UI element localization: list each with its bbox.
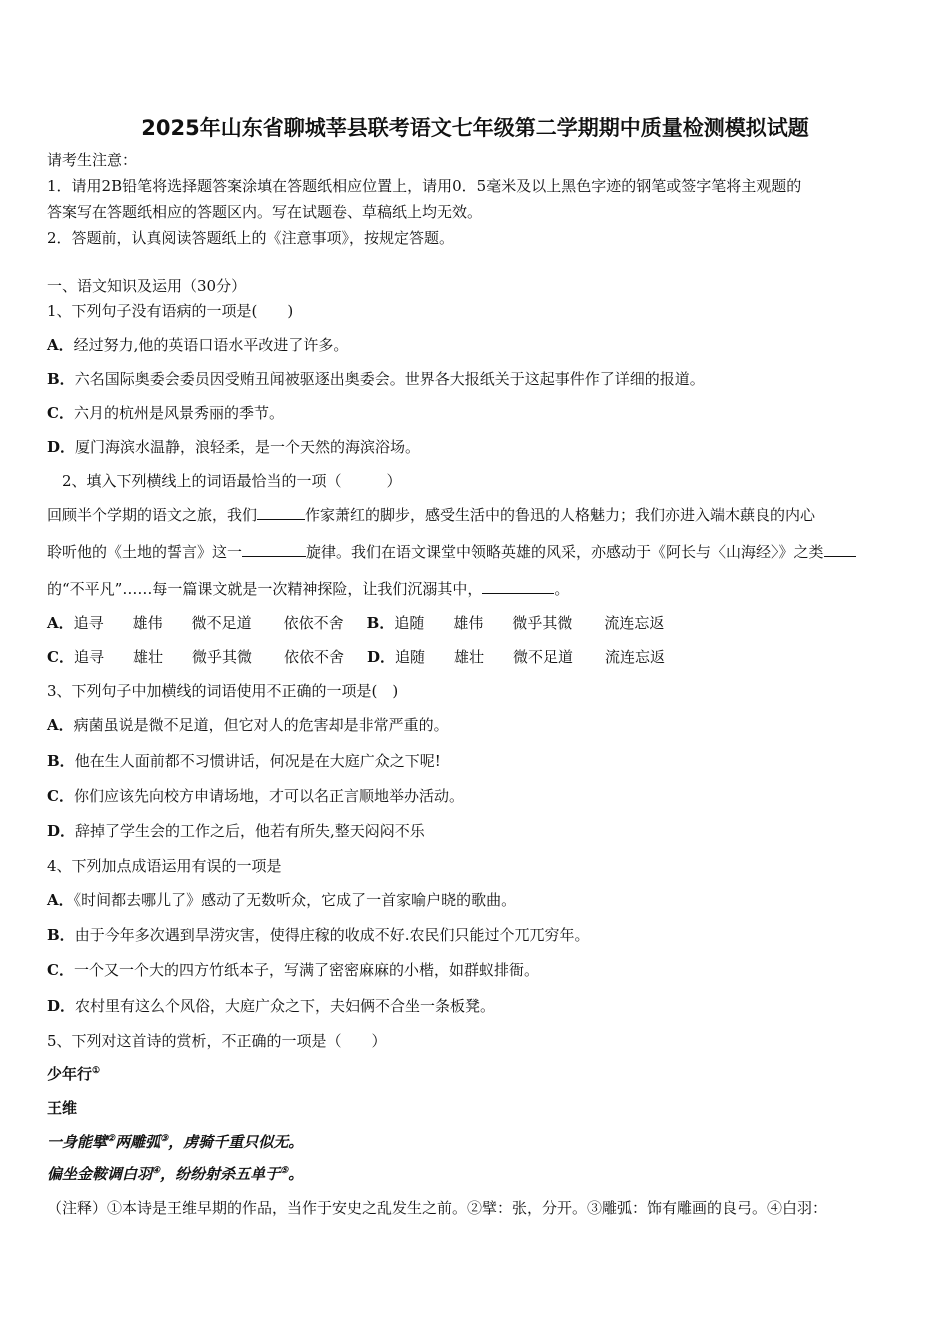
- notice-line-1b: 答案写在答题纸相应的答题区内。写在试题卷、草稿纸上均无效。: [47, 203, 483, 221]
- option-word: 雄壮: [132, 648, 163, 666]
- q1-option-c: [47, 403, 284, 423]
- option-word: 微乎其微: [191, 648, 252, 666]
- q3-option-c: [47, 786, 464, 806]
- footnote-marker: ①: [92, 1066, 101, 1076]
- option-word: 流连忘返: [604, 614, 665, 632]
- option-word: 雄壮: [453, 648, 484, 666]
- option-word: 微不足道: [512, 648, 573, 666]
- option-label: A．: [47, 336, 74, 354]
- option-text: 一个又一个大的四方竹纸本子，写满了密密麻麻的小楷，如群蚁排衙。: [73, 961, 539, 979]
- poem-title: [47, 1064, 100, 1084]
- option-text: 厦门海滨水温静，浪轻柔，是一个天然的海滨浴场。: [75, 438, 421, 456]
- poem-text: 一身能擘: [47, 1133, 108, 1151]
- option-label: C．: [47, 787, 74, 805]
- option-text: 经过努力,他的英语口语水平改进了许多。: [73, 336, 349, 354]
- option-label: B．: [47, 926, 75, 944]
- footnote-marker: ②: [107, 1134, 116, 1144]
- option-label: A．: [47, 891, 74, 909]
- option-label: C．: [47, 404, 74, 422]
- option-label: D．: [366, 648, 395, 666]
- poem-annotation: （注释）①本诗是王维早期的作品，当作于安史之乱发生之前。②擘：张，分开。③雕弧：饰有雕画的良弓。④白羽：: [47, 1199, 828, 1217]
- passage-text: 作家萧红的脚步，感受生活中的鲁迅的人格魅力；我们亦进入端木蕻良的内心: [305, 506, 816, 524]
- q2-stem: 2、填入下列横线上的词语最恰当的一项（ ）: [62, 472, 402, 490]
- option-text: 六名国际奥委会委员因受贿丑闻被驱逐出奥委会。世界各大报纸关于这起事件作了详细的报道。: [74, 370, 705, 388]
- option-text: 辞掉了学生会的工作之后，他若有所失,整天闷闷不乐: [75, 822, 425, 840]
- option-word: 雄伟: [453, 614, 484, 632]
- fill-blank: [824, 542, 856, 557]
- q4-option-c: [47, 960, 539, 980]
- poem-text: 偏坐金鞍调白羽: [47, 1165, 153, 1183]
- passage-text: 旋律。我们在语文课堂中领略英雄的风采，亦感动于《阿长与〈山海经〉》之类: [306, 543, 824, 561]
- poem-text: ，纷纷射杀五单于: [160, 1165, 281, 1183]
- poem-text: 。: [288, 1165, 304, 1183]
- option-label: C．: [47, 648, 74, 666]
- q1-stem: 1、下列句子没有语病的一项是( ): [47, 302, 294, 320]
- option-text: 他在生人面前都不习惯讲话，何况是在大庭广众之下呢!: [74, 752, 441, 770]
- q2-passage-line-2: [47, 542, 856, 562]
- option-text: 你们应该先向校方申请场地，才可以名正言顺地举办活动。: [73, 787, 464, 805]
- q2-passage-line-3: [47, 579, 569, 599]
- fill-blank: [482, 579, 554, 594]
- option-word: 微不足道: [191, 614, 252, 632]
- option-label: B．: [47, 752, 75, 770]
- fill-blank: [242, 542, 306, 557]
- passage-text: 聆听他的《土地的誓言》这一: [47, 543, 243, 561]
- q3-option-b: [47, 751, 441, 771]
- option-label: D．: [47, 822, 76, 840]
- page-title: 2025年山东省聊城莘县联考语文七年级第二学期期中质量检测模拟试题: [141, 116, 809, 140]
- option-text: 《时间都去哪儿了》感动了无数听众，它成了一首家喻户晓的歌曲。: [73, 891, 517, 909]
- poem-title-text: 少年行: [47, 1065, 93, 1083]
- option-label: B．: [47, 370, 75, 388]
- footnote-marker: ④: [152, 1166, 161, 1176]
- option-word: 追随: [394, 648, 425, 666]
- poem-text: ，虏骑千重只似无。: [168, 1133, 304, 1151]
- q1-option-b: [47, 369, 705, 389]
- footnote-marker: ③: [160, 1134, 169, 1144]
- q2-options-row-1: [47, 613, 664, 633]
- q3-stem: 3、下列句子中加横线的词语使用不正确的一项是( ): [47, 682, 399, 700]
- option-text: 六月的杭州是风景秀丽的季节。: [73, 404, 284, 422]
- option-text: 由于今年多次遇到旱涝灾害，使得庄稼的收成不好.农民们只能过个兀兀穷年。: [74, 926, 590, 944]
- option-label: D．: [47, 438, 76, 456]
- q4-option-b: [47, 925, 589, 945]
- option-word: 追寻: [73, 648, 104, 666]
- option-label: A．: [47, 614, 74, 632]
- q4-option-d: [47, 996, 495, 1016]
- q4-option-a: [47, 890, 516, 910]
- option-word: 依依不舍: [283, 648, 344, 666]
- q3-option-a: [47, 715, 449, 735]
- q3-option-d: [47, 821, 425, 841]
- option-label: C．: [47, 961, 74, 979]
- poem-line-2: [47, 1164, 303, 1184]
- notice-line-1a: 1．请用2B铅笔将选择题答案涂填在答题纸相应位置上，请用0．5毫米及以上黑色字迹的钢笔或签字笔将主观题的: [47, 177, 802, 195]
- passage-text: 回顾半个学期的语文之旅，我们: [47, 506, 258, 524]
- poem-line-1: [47, 1132, 303, 1152]
- q2-options-row-2: [47, 647, 665, 667]
- section-heading: 一、语文知识及运用（30分）: [47, 277, 247, 295]
- option-word: 追随: [394, 614, 425, 632]
- option-label: B．: [366, 614, 395, 632]
- option-label: A．: [47, 716, 74, 734]
- option-word: 流连忘返: [604, 648, 665, 666]
- poem-text: 两雕弧: [115, 1133, 161, 1151]
- option-text: 农村里有这么个风俗，大庭广众之下，夫妇俩不合坐一条板凳。: [75, 997, 496, 1015]
- q1-option-a: [47, 335, 348, 355]
- fill-blank: [257, 505, 305, 520]
- passage-text: 的“不平凡”……每一篇课文就是一次精神探险，让我们沉溺其中，: [47, 580, 483, 598]
- notice-line-2: 2．答题前，认真阅读答题纸上的《注意事项》，按规定答题。: [47, 229, 455, 247]
- option-word: 依依不舍: [283, 614, 344, 632]
- footnote-marker: ⑤: [280, 1166, 289, 1176]
- passage-text: 。: [554, 580, 570, 598]
- option-text: 病菌虽说是微不足道，但它对人的危害却是非常严重的。: [73, 716, 449, 734]
- option-word: 微乎其微: [512, 614, 573, 632]
- q4-stem: 4、下列加点成语运用有误的一项是: [47, 857, 282, 875]
- q2-passage-line-1: [47, 505, 815, 525]
- q5-stem: 5、下列对这首诗的赏析，不正确的一项是（ ）: [47, 1032, 387, 1050]
- option-word: 雄伟: [132, 614, 163, 632]
- poem-author: 王维: [47, 1099, 78, 1117]
- option-label: D．: [47, 997, 76, 1015]
- q1-option-d: [47, 437, 420, 457]
- notice-heading: 请考生注意：: [47, 151, 138, 169]
- option-word: 追寻: [73, 614, 104, 632]
